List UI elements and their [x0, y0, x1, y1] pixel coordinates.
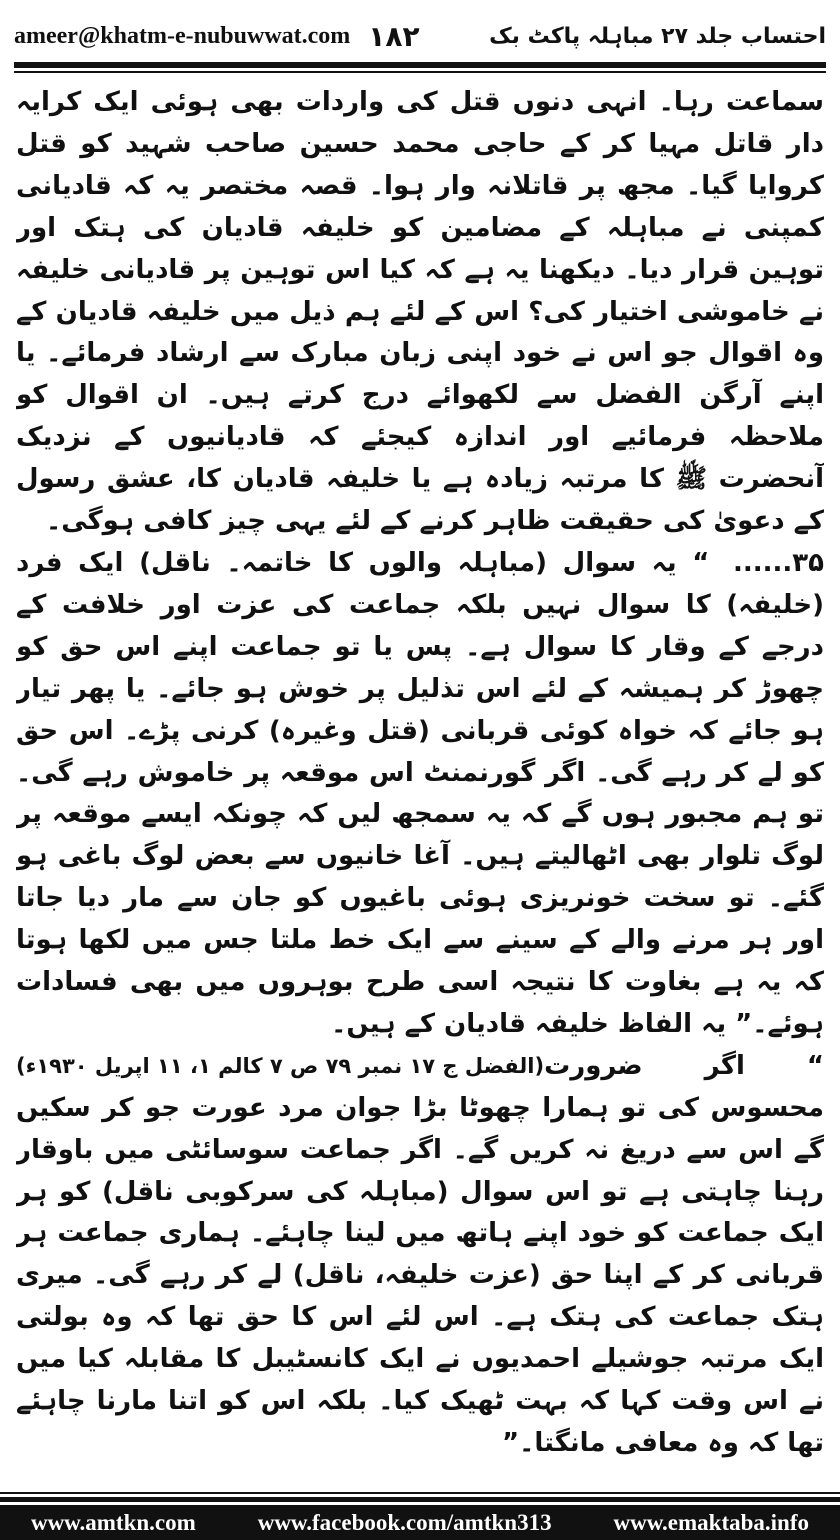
page-body	[16, 82, 824, 1460]
citation: (الفضل ج ۱۷ نمبر ۷۹ ص ۷ کالم ۱، ۱۱ اپریل ۱۹۳۰ء)	[16, 1053, 545, 1078]
paragraph-intro: سماعت رہا۔ انہی دنوں قتل کی واردات بھی ہوئی ایک کرایہ دار قاتل مہیا کر کے حاجی محمد حسین صاحب شہید کو قتل کروایا گیا۔ مجھ پر قاتلانہ وار ہوا۔ قصہ مختصر یہ کہ قادیانی کمپنی نے مباہلہ کے مضامین کو خلیفہ قادیان کی ہتک اور توہین قرار دیا۔ دیکھنا یہ ہے کہ کیا اس توہین پر قادیانی خلیفہ نے خاموشی اختیار کی؟ اس کے لئے ہم ذیل میں خلیفہ قادیان کے وہ اقوال جو اس نے خود اپنی زبان مبارک سے ارشاد فرمائے۔ یا اپنے آرگن الفضل سے لکھوائے درج کرتے ہیں۔ ان اقوال کو ملاحظہ فرمائیے اور اندازہ کیجئے کہ قادیانیوں کے نزدیک آنحضرت ﷺ کا مرتبہ زیادہ ہے یا خلیفہ قادیان کا، عشق رسول کے دعویٰ کی حقیقت ظاہر کرنے کے لئے یہی چیز کافی ہوگی۔	[16, 87, 824, 537]
page-number: ۱۸۲	[368, 19, 420, 53]
header-left	[14, 20, 420, 53]
footer-link-amtkn[interactable]: www.amtkn.com	[30, 1509, 196, 1535]
footer-bar	[0, 1505, 840, 1540]
quote-text: “ یہ سوال (مباہلہ والوں کا خاتمہ۔ ناقل) ایک فرد (خلیفہ) کا سوال نہیں بلکہ جماعت کی عزت اور خلافت کے درجے کے وقار کا سوال ہے۔ پس یا تو جماعت اپنے اس حق کو چھوڑ کر ہمیشہ کے لئے اس تذلیل پر خوش ہو جائے۔ یا پھر تیار ہو جائے کہ خواہ کوئی قربانی (قتل وغیرہ) کرنی پڑے۔ اس حق کو لے کر رہے گی۔ اگر گورنمنٹ اس موقعہ پر خاموش رہے گی۔ تو ہم مجبور ہوں گے کہ یہ سمجھ لیں کہ چونکہ ایسے موقعہ پر لوگ تلوار بھی اٹھالیتے ہیں۔ آغا خانیوں سے بعض لوگ باغی ہو گئے۔ تو سخت خونریزی ہوئی باغیوں کو جان سے مار دیا جاتا اور ہر مرنے والے کے سینے سے ایک خط ملتا جس میں لکھا ہوتا کہ یہ ہے بغاوت کا نتیجہ اسی طرح بوہروں میں بھی فسادات ہوئے۔” یہ الفاظ خلیفہ قادیان کے ہیں۔	[16, 547, 824, 1039]
footer-rule-thin	[0, 1492, 840, 1494]
paragraph-quote-2: “ اگر ضرورت محسوس کی تو ہمارا چھوٹا بڑا جوان مرد عورت جو کر سکیں گے اس سے دریغ نہ کریں گے۔ اگر جماعت سوسائٹی میں باوقار رہنا چاہتی ہے تو اس سوال (مباہلہ کی سرکوبی ناقل) کو ہر ایک جماعت کو خود اپنے ہاتھ میں لینا چاہئے۔ ہماری جماعت ہر قربانی کر کے اپنا حق (عزت خلیفہ، ناقل) لے کر رہے گی۔ میری ہتک جماعت کی ہتک ہے۔ اس لئے اس کا حق تھا کہ وہ بولتی ایک مرتبہ جوشیلے احمدیوں نے ایک کانسٹیبل کا مقابلہ کیا میں نے اس وقت کہا کہ بہت ٹھیک کیا۔ بلکہ اس کو اتنا مارنا چاہئے تھا کہ وہ معافی مانگتا۔”	[16, 1050, 824, 1458]
book-title: احتساب جلد ۲۷ مباہلہ پاکٹ بک	[489, 23, 826, 49]
header-rule-thick	[14, 62, 826, 68]
paragraph-number: ۳۵......	[732, 547, 824, 578]
header-rule-thin	[14, 71, 826, 73]
footer-rule-thick	[0, 1497, 840, 1502]
paragraph-35	[16, 543, 824, 1078]
page-header	[14, 14, 826, 58]
footer-link-emaktaba[interactable]: www.emaktaba.info	[613, 1509, 810, 1535]
footer-link-facebook[interactable]: www.facebook.com/amtkn313	[257, 1509, 552, 1535]
header-email[interactable]: ameer@khatm-e-nubuwwat.com	[14, 22, 351, 49]
